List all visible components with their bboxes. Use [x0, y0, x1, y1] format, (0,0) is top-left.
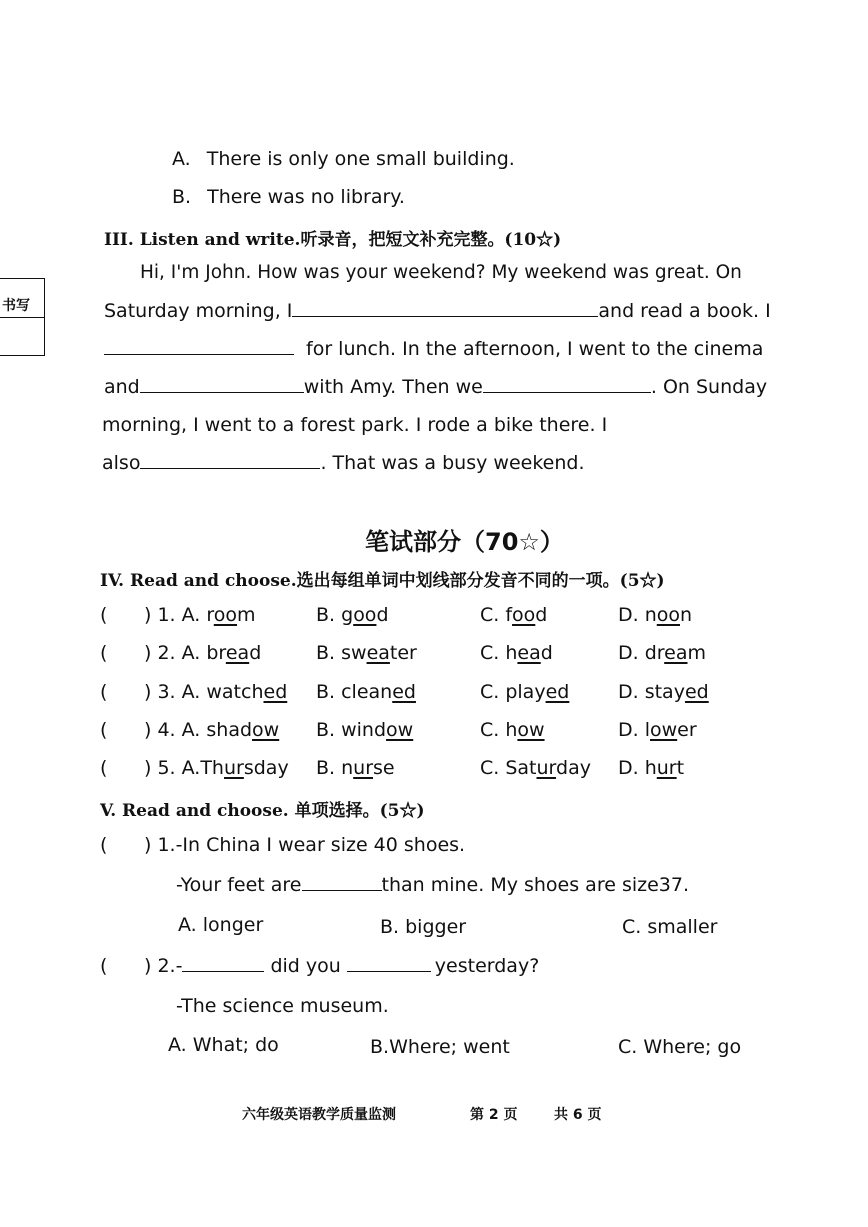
- word-part: watch: [206, 681, 264, 703]
- word-part: er: [677, 719, 697, 741]
- q2-stem: [144, 955, 539, 977]
- written-part-title: 笔试部分（70☆）: [365, 528, 564, 556]
- q1-stem: ) 1.-In China I wear size 40 shoes.: [144, 834, 466, 856]
- underlined-part: ea: [225, 642, 250, 664]
- answer-paren: (: [100, 719, 108, 741]
- word-part: m: [237, 604, 256, 626]
- footer-title: 六年级英语教学质量监测: [242, 1107, 396, 1123]
- answer-paren: (: [100, 642, 108, 664]
- underlined-part: ed: [263, 681, 288, 703]
- word-part: d: [249, 642, 262, 664]
- word-part: D. stay: [618, 681, 685, 703]
- option-b: [172, 186, 405, 208]
- word-part: B. clean: [316, 681, 393, 703]
- option-a-text: There is only one small building.: [206, 148, 515, 170]
- word-part: D. l: [618, 719, 650, 741]
- word-part: n: [680, 604, 693, 626]
- underlined-part: oo: [512, 604, 536, 626]
- question-5-d: [618, 757, 684, 779]
- option-b-letter: B.: [172, 186, 192, 208]
- word-part: C. h: [480, 642, 518, 664]
- answer-paren: (: [100, 834, 108, 856]
- word-part: d: [535, 604, 548, 626]
- blank-2[interactable]: [104, 338, 294, 355]
- q1-option-b: B. bigger: [380, 916, 467, 938]
- word-part: day: [556, 757, 591, 779]
- underlined-part: ow: [650, 719, 678, 741]
- section3-line1: Hi, I'm John. How was your weekend? My weekend was great. On: [140, 262, 742, 283]
- section3-line4: [104, 376, 767, 398]
- q2-option-a: A. What; do: [168, 1034, 279, 1056]
- side-label: 书写: [2, 298, 30, 314]
- word-part: ter: [389, 642, 417, 664]
- word-part: Th: [200, 757, 224, 779]
- word-part: D. n: [618, 604, 657, 626]
- question-4-d: [618, 719, 697, 741]
- underlined-part: ea: [366, 642, 390, 664]
- q2-blank-2[interactable]: [347, 955, 431, 972]
- q1-line2-end: than mine. My shoes are size37.: [381, 874, 690, 896]
- underlined-part: ed: [684, 681, 709, 703]
- question-number: ) 1. A.: [144, 604, 207, 626]
- question-number: ) 4. A.: [144, 719, 207, 741]
- question-number: ) 2. A.: [144, 642, 207, 664]
- answer-paren: (: [100, 681, 108, 703]
- underlined-part: oo: [213, 604, 238, 626]
- footer-total: 共 6 页: [554, 1107, 602, 1123]
- word-part: D. h: [618, 757, 657, 779]
- word-part: se: [373, 757, 395, 779]
- q1-line2-start: -Your feet are: [176, 874, 302, 896]
- word-part: br: [206, 642, 226, 664]
- section3-line6-end: . That was a busy weekend.: [320, 452, 585, 474]
- question-4-b: [316, 719, 413, 741]
- question-2-b: [316, 642, 417, 664]
- word-part: B. sw: [316, 642, 367, 664]
- q1-blank[interactable]: [302, 874, 382, 891]
- q2-option-b: B.Where; went: [370, 1036, 510, 1058]
- question-number: ) 5. A.: [144, 757, 201, 779]
- underlined-part: oo: [656, 604, 681, 626]
- q2-mid: did you: [270, 955, 341, 977]
- word-part: sday: [243, 757, 289, 779]
- underlined-part: ed: [392, 681, 416, 703]
- q2-number: ) 2.-: [144, 955, 183, 977]
- q1-option-c: C. smaller: [622, 916, 718, 938]
- section3-heading: III. Listen and write.听录音，把短文补充完整。(10☆): [104, 230, 562, 250]
- question-4-c: [480, 719, 545, 741]
- section3-line6-start: also: [102, 452, 141, 474]
- question-number: ) 3. A.: [144, 681, 207, 703]
- section3-line3-text: for lunch. In the afternoon, I went to the cinema: [306, 338, 764, 360]
- underlined-part: ur: [353, 757, 374, 779]
- word-part: C. Sat: [480, 757, 537, 779]
- question-3-b: [316, 681, 416, 703]
- question-1-c: [480, 604, 547, 626]
- option-a-letter: A.: [172, 148, 191, 170]
- score-side-box: [0, 278, 45, 356]
- underlined-part: ed: [545, 681, 570, 703]
- q2-line2: -The science museum.: [176, 995, 389, 1017]
- underlined-part: ea: [517, 642, 541, 664]
- underlined-part: ow: [386, 719, 414, 741]
- question-3-c: [480, 681, 569, 703]
- section3-line4-mid: with Amy. Then we: [303, 376, 483, 398]
- section3-line5: morning, I went to a forest park. I rode a bike there. I: [102, 414, 608, 436]
- question-2-a: [144, 642, 261, 664]
- section3-line4-start: and: [104, 376, 140, 398]
- underlined-part: ow: [517, 719, 545, 741]
- section3-line2: [104, 300, 771, 322]
- underlined-part: ur: [223, 757, 244, 779]
- blank-3[interactable]: [140, 376, 304, 393]
- question-1-b: [316, 604, 389, 626]
- word-part: B. wind: [316, 719, 387, 741]
- question-5-b: [316, 757, 395, 779]
- answer-paren: (: [100, 604, 108, 626]
- section5-heading: V. Read and choose. 单项选择。(5☆): [100, 801, 425, 821]
- word-part: C. play: [480, 681, 546, 703]
- word-part: shad: [206, 719, 253, 741]
- blank-4[interactable]: [483, 376, 651, 393]
- underlined-part: oo: [353, 604, 377, 626]
- word-part: D. dr: [618, 642, 665, 664]
- question-1-a: [144, 604, 256, 626]
- question-5-c: [480, 757, 591, 779]
- question-2-c: [480, 642, 553, 664]
- word-part: r: [206, 604, 214, 626]
- underlined-part: ur: [656, 757, 677, 779]
- answer-paren: (: [100, 757, 108, 779]
- underlined-part: ow: [252, 719, 280, 741]
- underlined-part: ur: [536, 757, 557, 779]
- section3-line2-start: Saturday morning, I: [104, 300, 293, 322]
- word-part: B. g: [316, 604, 354, 626]
- question-3-a: [144, 681, 287, 703]
- q1-line2: [176, 874, 689, 896]
- blank-1[interactable]: [292, 300, 598, 317]
- section3-line2-end: and read a book. I: [598, 300, 771, 322]
- section3-line3: [104, 338, 763, 360]
- q2-blank-1[interactable]: [182, 955, 264, 972]
- word-part: d: [376, 604, 389, 626]
- section3-line4-end: . On Sunday: [650, 376, 768, 398]
- question-2-d: [618, 642, 706, 664]
- section4-heading: IV. Read and choose.选出每组单词中划线部分发音不同的一项。(5☆): [100, 571, 665, 591]
- question-3-d: [618, 681, 709, 703]
- word-part: m: [687, 642, 707, 664]
- blank-5[interactable]: [140, 452, 320, 469]
- word-part: d: [540, 642, 553, 664]
- q2-end: yesterday?: [434, 955, 540, 977]
- option-b-text: There was no library.: [207, 186, 405, 208]
- underlined-part: ea: [664, 642, 688, 664]
- word-part: C. f: [480, 604, 513, 626]
- q1-option-a: A. longer: [178, 914, 264, 936]
- side-box-divider: [0, 317, 44, 318]
- question-5-a: [144, 757, 289, 779]
- q2-option-c: C. Where; go: [618, 1036, 742, 1058]
- footer-page: 第 2 页: [470, 1107, 518, 1123]
- question-1-d: [618, 604, 692, 626]
- option-a: [172, 148, 515, 170]
- section3-line6: [102, 452, 584, 474]
- word-part: t: [676, 757, 685, 779]
- question-4-a: [144, 719, 279, 741]
- word-part: C. h: [480, 719, 518, 741]
- word-part: B. n: [316, 757, 354, 779]
- answer-paren: (: [100, 955, 108, 977]
